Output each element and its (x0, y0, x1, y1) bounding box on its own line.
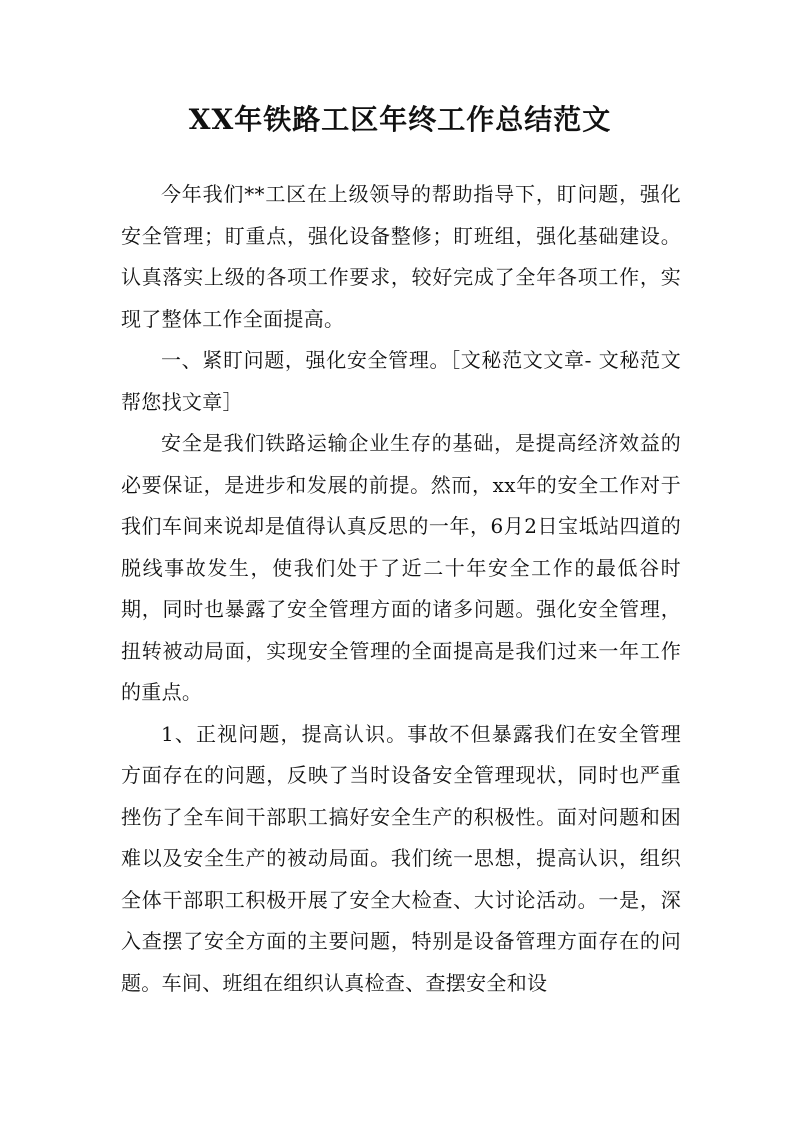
paragraph-section-heading: 一、紧盯问题，强化安全管理。［文秘范文文章- 文秘范文 帮您找文章］ (121, 348, 681, 414)
paragraph-point-1: 1、正视问题，提高认识。事故不但暴露我们在安全管理方面存在的问题，反映了当时设备安全管理现状，同时也严重挫伤了全车间干部职工搞好安全生产的积极性。面对问题和困难以及安全生产的被动局面。我们统一思想，提高认识，组织全体干部职工积极开展了安全大检查、大讨论活动。一是，深入查摆了安全方面的主要问题，特别是设备管理方面存在的问题。车间、班组在组织认真检查、查摆安全和设 (121, 721, 681, 995)
document-body (121, 174, 681, 1004)
paragraph-safety: 安全是我们铁路运输企业生存的基础，是提高经济效益的必要保证，是进步和发展的前提。然而，xx年的安全工作对于我们车间来说却是值得认真反思的一年，6月2日宝坻站四道的脱线事故发生，使我们处于了近二十年安全工作的最低谷时期，同时也暴露了安全管理方面的诸多问题。强化安全管理，扭转被动局面，实现安全管理的全面提高是我们过来一年工作的重点。 (121, 431, 681, 704)
document-title: XX年铁路工区年终工作总结范文 (188, 103, 612, 136)
paragraph-intro: 今年我们**工区在上级领导的帮助指导下，盯问题，强化安全管理；盯重点，强化设备整修；盯班组，强化基础建设。认真落实上级的各项工作要求，较好完成了全年各项工作，实现了整体工作全面提高。 (121, 182, 681, 331)
